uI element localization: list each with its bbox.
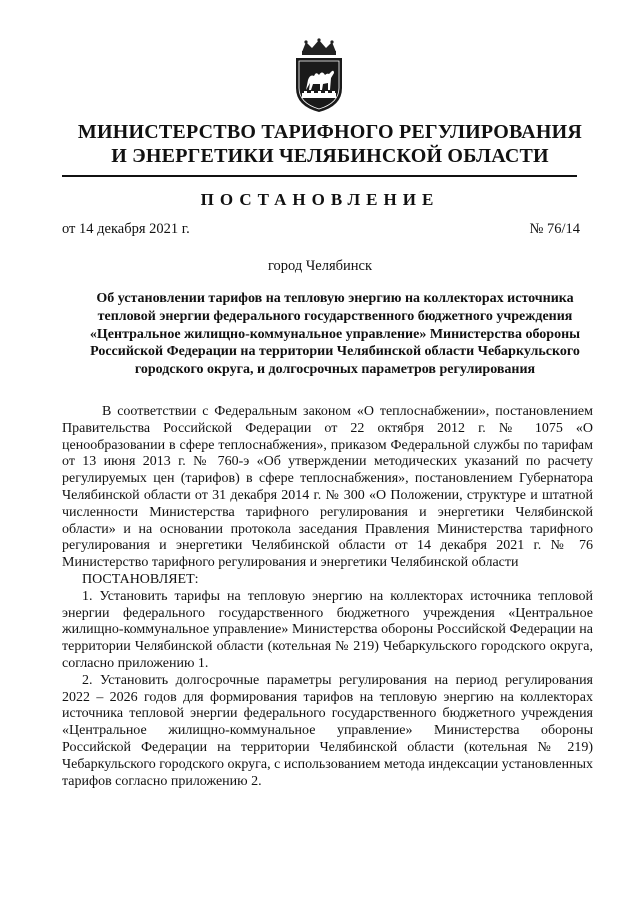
document-city: город Челябинск: [267, 258, 373, 274]
header-divider: [62, 175, 577, 177]
document-type-title: ПОСТАНОВЛЕНИЕ: [200, 190, 440, 209]
document-body: [62, 404, 593, 790]
ministry-name: [40, 120, 620, 168]
ministry-line-1: МИНИСТЕРСТВО ТАРИФНОГО РЕГУЛИРОВАНИЯ: [77, 121, 583, 143]
document-number: № 76/14: [529, 221, 580, 237]
preamble-paragraph: В соответствии с Федеральным законом «О теплоснабжении», постановлением Правительства Российской Федерации от 22 октября 2012 г. № 1075 «О ценообразовании в сфере теплоснабжения», приказом Федеральной службы по тарифам от 13 июня 2013 г. № 760-э «Об утверждении методических указаний по расчету регулируемых цен (тарифов) в сфере теплоснабжения», постановлением Губернатора Челябинской области от 31 декабря 2014 г. № 300 «О Положении, структуре и штатной численности Министерства тарифного регулирования и энергетики Челябинской области» и на основании протокола заседания Правления Министерства тарифного регулирования и энергетики Челябинской области от 14 декабря 2021 г. № 76 Министерство тарифного регулирования и энергетики Челябинской области: [62, 404, 593, 571]
clause-2: 2. Установить долгосрочные параметры регулирования на период регулирования 2022 – 2026 годов для формирования тарифов на тепловую энергию на коллекторах источника тепловой энергии федерального государственного бюджетного учреждения «Центральное жилищно-коммунальное управление» Министерства обороны Российской Федерации на территории Челябинской области (котельная № 219) Чебаркульского городского округа, с использованием метода индексации установленных тарифов согласно приложению 2.: [62, 672, 593, 789]
ministry-line-2: И ЭНЕРГЕТИКИ ЧЕЛЯБИНСКОЙ ОБЛАСТИ: [111, 145, 549, 167]
document-subject: Об установлении тарифов на тепловую энергию на коллекторах источника тепловой энергии федерального государственного бюджетного учреждения «Центральное жилищно-коммунальное управление» Министерства обороны Российской Федерации на территории Челябинской области Чебаркульского городского округа, и долгосрочных параметров регулирования: [89, 291, 581, 378]
decree-word: ПОСТАНОВЛЯЕТ:: [82, 571, 199, 587]
document-date: от 14 декабря 2021 г.: [62, 221, 190, 237]
clause-1: 1. Установить тарифы на тепловую энергию на коллекторах источника тепловой энергии федерального государственного бюджетного учреждения «Центральное жилищно-коммунальное управление» Министерства обороны Российской Федерации на территории Челябинской области (котельная № 219) Чебаркульского городского округа, согласно приложению 1.: [62, 588, 593, 671]
coat-of-arms-icon: [288, 38, 350, 114]
